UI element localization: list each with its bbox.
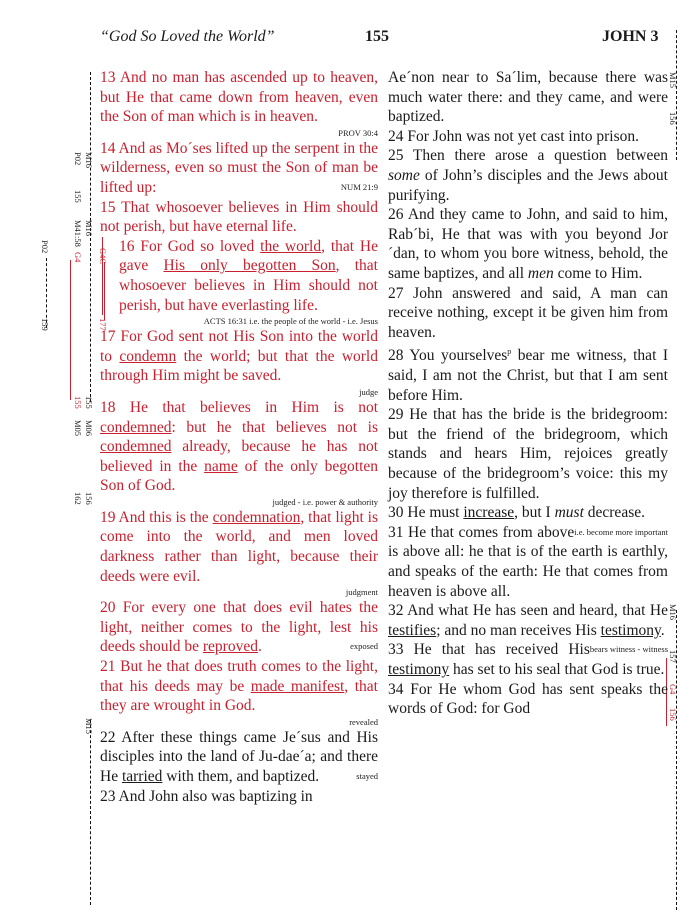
- italic-word: men: [527, 264, 554, 282]
- cross-reference: PROV 30:4: [338, 127, 378, 138]
- margin-dash-line: [90, 720, 91, 905]
- verse-14: [100, 139, 378, 198]
- verse-text: with them, and baptized.: [162, 768, 320, 785]
- verse-text: 17 For God sent not His Son into the world to: [100, 328, 378, 365]
- margin-label: P02: [40, 240, 50, 254]
- margin-label: 159: [40, 318, 50, 331]
- verse-text: 16 For God so loved: [119, 237, 261, 255]
- margin-label: M05: [73, 420, 83, 437]
- underlined-term: condemn: [119, 347, 177, 365]
- verse-18: [100, 398, 378, 496]
- verse-25: [388, 146, 668, 205]
- margin-label: M15: [668, 72, 678, 89]
- verse-29: 29 He that has the bride is the bridegroom: but the friend of the bridegroom, which stands and hears Him, rejoices greatly because of the bridegroom’s voice: this my joy therefore is fulfilled.: [388, 406, 668, 502]
- underlined-term: condemned: [100, 438, 172, 456]
- verse-26: [388, 205, 668, 283]
- book-chapter: JOHN 3: [602, 28, 659, 45]
- footnote: exposed: [350, 641, 378, 652]
- margin-label: G4C: [98, 248, 108, 265]
- margin-label: M15: [84, 718, 94, 735]
- cross-reference: NUM 21:9: [340, 181, 378, 192]
- verse-17: [100, 327, 378, 386]
- verse-34: 34 For He whom God has sent speaks the words of God: for God: [388, 680, 668, 718]
- italic-word: some: [388, 166, 420, 184]
- underlined-term: condemnation: [212, 508, 301, 526]
- verse-text: 33 He that has received His: [388, 641, 590, 659]
- verse-text: 28 You: [388, 347, 435, 365]
- verse-text: of John’s disciples and the Jews about purifying.: [388, 166, 668, 204]
- margin-label: P02: [73, 152, 83, 166]
- margin-dash-line: [676, 30, 677, 160]
- footnote: revealed: [349, 716, 378, 727]
- verse-19: [100, 508, 378, 586]
- margin-label: M16: [84, 220, 94, 237]
- underlined-term: reproved: [202, 638, 258, 656]
- italic-word: must: [554, 504, 584, 522]
- margin-label: 155: [73, 396, 83, 409]
- verse-text: 26 And they came to John, and said to him, Rab´bi, He that was with you beyond Jor´dan, to whom you bore witness, behold, the same baptizes, and all: [388, 206, 668, 282]
- underlined-term: the world: [260, 237, 322, 255]
- verse-text: 25 Then there arose a question between: [388, 147, 668, 165]
- margin-label: 157: [668, 650, 678, 663]
- footnote: judgment: [345, 587, 378, 598]
- underlined-term: tarried: [121, 768, 163, 785]
- underlined-term: testifies: [388, 621, 437, 639]
- verse-21: [100, 657, 378, 716]
- margin-dash-line: [90, 72, 91, 402]
- verse-31: 31 He that comes from above is above all: he that is of the earth is earthly, and speaks of the earth: He that comes from heaven is above all.: [388, 523, 668, 600]
- verse-text: has set to his seal that God is true.: [449, 660, 665, 678]
- margin-label: 156: [668, 112, 678, 125]
- verse-23: 23 And John also was baptizing in: [100, 787, 313, 805]
- verse-28: [388, 342, 668, 405]
- running-title: “God So Loved the World”: [100, 28, 275, 45]
- verse-27: 27 John answered and said, A man can receive nothing, except it be given him from heaven.: [388, 284, 668, 341]
- verse-text: .: [660, 621, 665, 639]
- margin-label: G4: [668, 684, 678, 695]
- verse-text: : but he that believes not is: [171, 418, 378, 436]
- footnote: bears witness - witness: [589, 644, 668, 655]
- right-column: [388, 68, 668, 719]
- verse-text: , but I: [514, 504, 555, 522]
- margin-red-line: [70, 260, 71, 400]
- footnote: i.e. become more important: [574, 526, 668, 537]
- footnote: stayed: [356, 771, 378, 781]
- verse-text: of the only begotten Son of God.: [100, 457, 379, 495]
- verse-text: .: [257, 638, 262, 656]
- footnote: ACTS 16:31 i.e. the people of the world - i.e. Jesus: [203, 316, 378, 327]
- verse-13: 13 And no man has ascended up to heaven, but He that came down from heaven, even the Son of man which is in heaven.: [100, 69, 378, 126]
- left-column: [100, 68, 378, 806]
- margin-label: 177: [98, 318, 108, 331]
- page-number: 155: [365, 28, 389, 45]
- verse-text: 32 And what He has seen and heard, that He: [388, 602, 668, 620]
- underlined-term: increase: [463, 504, 515, 522]
- verse-text: 20 For every one that does evil hates the light, neither comes to the light, lest his deeds should be: [100, 599, 378, 656]
- verse-text: yourselves: [434, 347, 508, 365]
- underlined-term: name: [204, 457, 238, 475]
- verse-text: come to Him.: [553, 264, 643, 282]
- verse-text: already, because he has not believed in the: [100, 438, 378, 475]
- underlined-term: made manifest: [250, 677, 345, 695]
- verse-text: 18 He that believes in Him is not: [100, 398, 378, 416]
- verse-text: , that light is come into the world, and men loved darkness rather than light, because their deeds were evil.: [100, 508, 379, 585]
- verse-20: [100, 598, 378, 657]
- verse-text: 22 After these things came Je´sus and His disciples into the land of Ju-dae´a; and there He: [100, 728, 378, 785]
- verse-text: bear me witness, that I said, I am not the Christ, but that I am sent before Him.: [388, 347, 668, 404]
- verse-24: 24 For John was not yet cast into prison.: [388, 127, 639, 145]
- margin-label: 162: [73, 492, 83, 505]
- margin-label: 155: [84, 396, 94, 409]
- margin-label: M06: [84, 420, 94, 437]
- verse-text: 19 And this is the: [100, 508, 213, 526]
- underlined-term: His only begotten Son: [163, 257, 336, 275]
- footnote: judge: [359, 386, 378, 397]
- margin-label: 156: [668, 708, 678, 721]
- verse-text: the world; but that the world through Him might be saved.: [100, 347, 378, 385]
- verse-23-continued: Ae´non near to Sa´lim, because there was much water there: and they came, and were baptized.: [388, 69, 668, 126]
- verse-text: decrease.: [583, 504, 645, 522]
- margin-label: M41:58: [73, 220, 83, 247]
- verse-text: , that He gave: [119, 237, 378, 275]
- margin-label: 155: [73, 190, 83, 203]
- verse-text: 21 But he that does truth comes to the light, that his deeds may be: [100, 658, 378, 695]
- verse-text: 30 He must: [388, 504, 464, 522]
- verse-16: [102, 237, 378, 315]
- verse-15: 15 That whosoever believes in Him should not perish, but have eternal life.: [100, 198, 378, 236]
- verse-30: [388, 503, 668, 537]
- footnote: judged - i.e. power & authority: [272, 496, 378, 507]
- underlined-term: condemned: [100, 418, 172, 436]
- verse-text: , that they are wrought in God.: [100, 677, 378, 715]
- margin-label: M16: [84, 152, 94, 169]
- footnote-marker: p: [507, 347, 512, 357]
- margin-label: M16: [668, 604, 678, 621]
- underlined-term: testimony: [600, 621, 661, 639]
- verse-14-text: 14 And as Mo´ses lifted up the serpent in the wilderness, even so must the Son of man be lifted up:: [100, 139, 378, 196]
- margin-label: 156: [84, 492, 94, 505]
- verse-22: [100, 728, 378, 787]
- verse-text: , that whosoever believes in Him should not perish, but have everlasting life.: [119, 257, 378, 314]
- margin-label: G4: [73, 252, 83, 263]
- underlined-term: testimony: [388, 660, 450, 678]
- verse-text: ; and no man receives His: [436, 621, 601, 639]
